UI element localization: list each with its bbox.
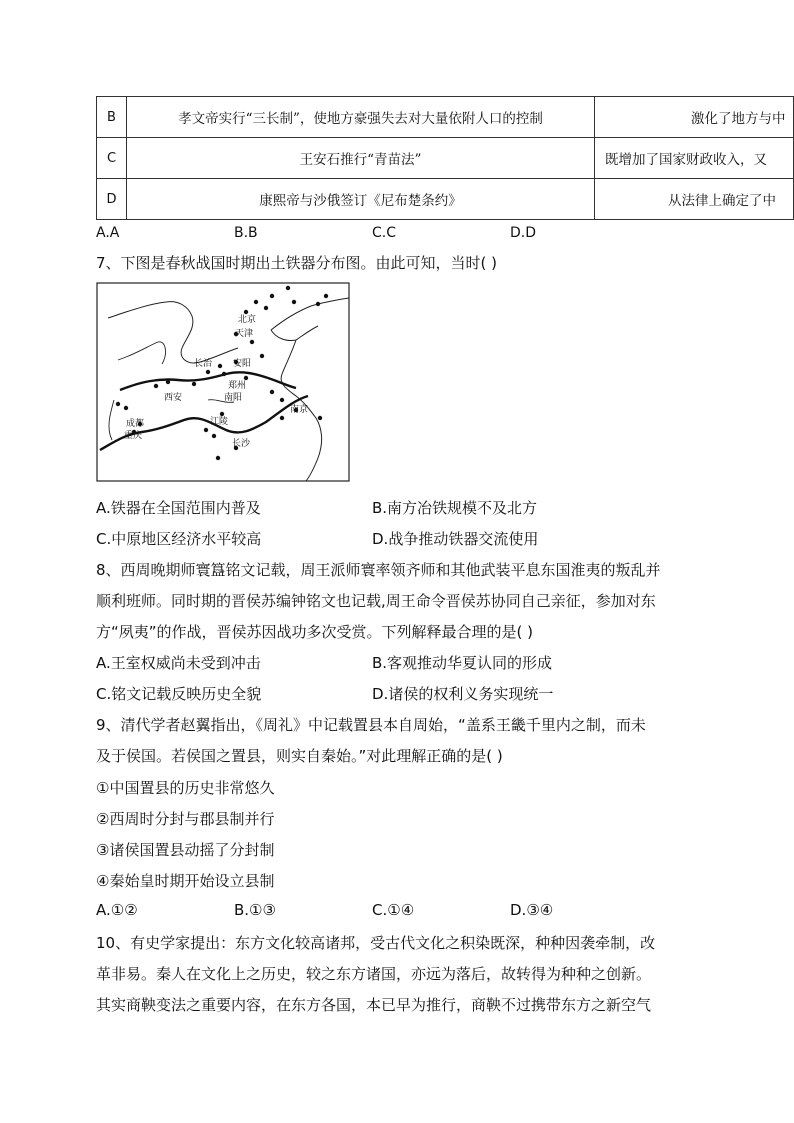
q6-options-table	[96, 96, 794, 220]
row-label: B	[97, 97, 127, 138]
q7-option-d[interactable]: D.战争推动铁器交流使用	[372, 530, 539, 548]
q8-option-a[interactable]: A.王室权威尚未受到冲击	[96, 654, 261, 672]
row-event: 康熙帝与沙俄签订《尼布楚条约》	[127, 179, 595, 220]
row-effect: 既增加了国家财政收入，又	[595, 138, 794, 179]
map-label-nanyang: 南阳	[224, 393, 243, 403]
q6-option-b[interactable]: B.B	[234, 225, 258, 241]
q7-option-c[interactable]: C.中原地区经济水平较高	[96, 530, 262, 548]
q8-stem-line-2: 顺利班师。同时期的晋侯苏编钟铭文也记载,周王命令晋侯苏协同自己亲征，参加对东	[96, 592, 656, 610]
q8-stem-line-3: 方“夙夷”的作战，晋侯苏因战功多次受赏。下列解释最合理的是( )	[96, 623, 534, 641]
map-label-nanjing: 南京	[290, 405, 309, 415]
map-figure	[96, 282, 350, 482]
q9-stem-line-1: 9、清代学者赵翼指出，《周礼》中记载置县本自周始，“盖系王畿千里内之制，而未	[96, 716, 646, 734]
q7-option-a[interactable]: A.铁器在全国范围内普及	[96, 499, 261, 517]
q9-option-d[interactable]: D.③④	[510, 901, 554, 919]
q9-item-4: ④秦始皇时期开始设立县制	[96, 872, 275, 890]
q9-stem-line-2: 及于侯国。若侯国之置县，则实自秦始。”对此理解正确的是( )	[96, 747, 503, 765]
map-label-zhengzhou: 郑州	[228, 381, 247, 391]
q8-option-c[interactable]: C.铭文记载反映历史全貌	[96, 685, 262, 703]
row-event: 孝文帝实行“三长制”，使地方豪强失去对大量依附人口的控制	[127, 97, 595, 138]
table-row	[97, 97, 794, 138]
map-label-jiangling: 江陵	[210, 417, 229, 427]
table-row	[97, 179, 794, 220]
q7-option-b[interactable]: B.南方冶铁规模不及北方	[372, 499, 538, 517]
row-effect: 激化了地方与中	[595, 97, 794, 138]
q9-option-b[interactable]: B.①③	[234, 901, 276, 919]
q10-stem-line-1: 10、有史学家提出：东方文化较高诸邦，受古代文化之积染既深，种种因袭牵制，改	[96, 934, 656, 952]
q6-option-a[interactable]: A.A	[96, 225, 120, 241]
q10-stem-line-2: 革非易。秦人在文化上之历史，较之东方诸国，亦远为落后，故转得为种种之创新。	[96, 965, 652, 983]
row-event: 王安石推行“青苗法”	[127, 138, 595, 179]
q9-option-a[interactable]: A.①②	[96, 901, 138, 919]
map-label-changzhi: 长治	[194, 359, 213, 369]
map-label-beijing: 北京	[238, 315, 257, 325]
q8-option-b[interactable]: B.客观推动华夏认同的形成	[372, 654, 553, 672]
q6-option-d[interactable]: D.D	[510, 225, 537, 241]
q8-option-d[interactable]: D.诸侯的权利义务实现统一	[372, 685, 554, 703]
q6-option-c[interactable]: C.C	[372, 225, 397, 241]
map-label-tianjin: 天津	[235, 329, 254, 339]
q7-stem: 7、下图是春秋战国时期出土铁器分布图。由此可知，当时( )	[96, 254, 498, 272]
map-label-xian: 西安	[164, 393, 183, 403]
q9-option-c[interactable]: C.①④	[372, 901, 415, 919]
map-label-chengdu: 成都	[126, 419, 145, 429]
q8-stem-line-1: 8、西周晚期师寰簋铭文记载，周王派师寰率领齐师和其他武装平息东国淮夷的叛乱并	[96, 561, 661, 579]
q9-item-1: ①中国置县的历史非常悠久	[96, 779, 275, 797]
table-row	[97, 138, 794, 179]
map-label-anyang: 安阳	[233, 359, 252, 369]
row-label: D	[97, 179, 127, 220]
q10-stem-line-3: 其实商鞅变法之重要内容，在东方各国，本已早为推行，商鞅不过携带东方之新空气	[96, 996, 652, 1014]
row-effect: 从法律上确定了中	[595, 179, 794, 220]
q9-item-3: ③诸侯国置县动摇了分封制	[96, 841, 275, 859]
q9-item-2: ②西周时分封与郡县制并行	[96, 810, 275, 828]
iron-artifact-map	[96, 282, 350, 482]
row-label: C	[97, 138, 127, 179]
map-label-chongqing: 重庆	[124, 431, 143, 441]
map-label-changsha: 长沙	[232, 439, 251, 449]
